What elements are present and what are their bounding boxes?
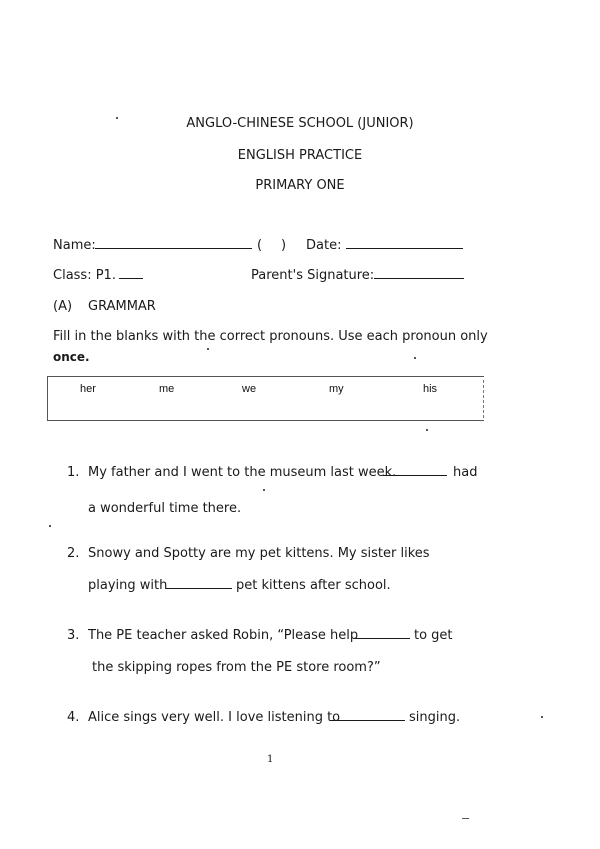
scan-speck	[116, 117, 118, 119]
answer-blank[interactable]	[166, 578, 232, 593]
signature-label: Parent's Signature:	[251, 268, 375, 283]
section-title: GRAMMAR	[88, 299, 156, 314]
question-text: My father and I went to the museum last week.	[88, 465, 397, 480]
scan-speck	[263, 489, 265, 491]
question-text: Snowy and Spotty are my pet kittens. My sister likes	[88, 546, 430, 561]
date-field[interactable]	[346, 238, 463, 253]
answer-blank[interactable]	[355, 628, 410, 643]
question-number: 1.	[67, 465, 80, 480]
word-bank-item: his	[423, 383, 438, 395]
class-label: Class: P1.	[53, 268, 116, 283]
scan-speck	[207, 348, 209, 350]
scan-speck	[426, 429, 428, 431]
scan-speck	[49, 525, 51, 527]
question-text: the skipping ropes from the PE store room?”	[92, 660, 381, 675]
word-bank-item: me	[159, 383, 175, 395]
scan-speck	[541, 716, 543, 718]
question-text: The PE teacher asked Robin, “Please help	[88, 628, 359, 643]
question-text: Alice sings very well. I love listening to	[88, 710, 341, 725]
question-text: a wonderful time there.	[88, 501, 242, 516]
subject-title: ENGLISH PRACTICE	[237, 148, 363, 163]
question-text: had	[453, 465, 478, 480]
word-bank-right-edge	[483, 380, 485, 418]
date-label: Date:	[306, 238, 342, 253]
question-number: 2.	[67, 546, 80, 561]
question-number: 4.	[67, 710, 80, 725]
section-label: (A)	[53, 299, 73, 314]
school-title: ANGLO-CHINESE SCHOOL (JUNIOR)	[186, 116, 414, 131]
word-bank-item: we	[242, 383, 257, 395]
page-number: 1	[267, 754, 274, 765]
word-bank-box	[47, 376, 484, 421]
answer-blank[interactable]	[383, 465, 447, 480]
signature-field[interactable]	[374, 268, 464, 283]
register-number-close: )	[281, 238, 287, 253]
question-text: singing.	[409, 710, 461, 725]
word-bank-item: my	[329, 383, 344, 395]
register-number-open: (	[257, 238, 263, 253]
question-text: pet kittens after school.	[236, 578, 391, 593]
name-label: Name:	[53, 238, 96, 253]
question-text: playing with	[88, 578, 168, 593]
instruction-text: Fill in the blanks with the correct pronouns. Use each pronoun only	[53, 329, 488, 344]
question-text: to get	[414, 628, 453, 643]
answer-blank[interactable]	[331, 710, 405, 725]
level-title: PRIMARY ONE	[255, 178, 345, 193]
scan-speck	[462, 818, 469, 819]
class-field[interactable]	[119, 268, 143, 283]
name-field[interactable]	[95, 238, 252, 253]
scan-speck	[414, 357, 416, 359]
instruction-bold: once.	[53, 350, 90, 364]
word-bank-item: her	[80, 383, 96, 395]
question-number: 3.	[67, 628, 80, 643]
